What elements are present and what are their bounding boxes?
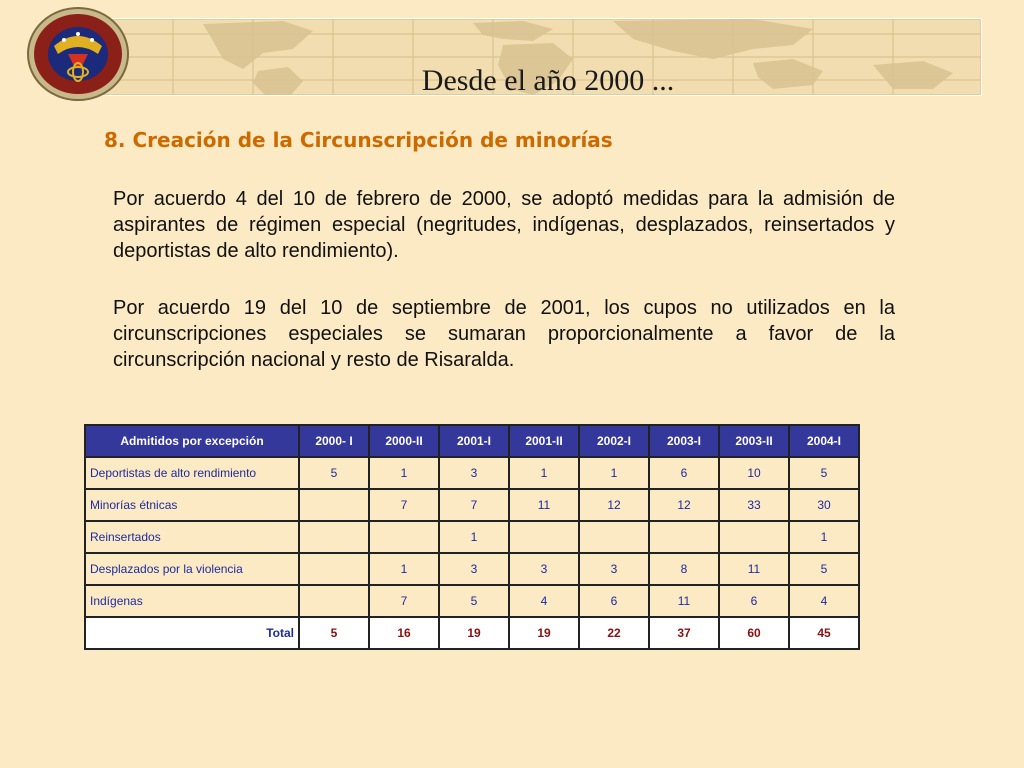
table-cell: 6 (649, 457, 719, 489)
table-cell: 4 (789, 585, 859, 617)
total-label: Total (85, 617, 299, 649)
table-row (85, 553, 859, 585)
table-cell (509, 521, 579, 553)
table-cell: 6 (579, 585, 649, 617)
slide-title: Desde el año 2000 ... (421, 64, 675, 96)
table-cell: 10 (719, 457, 789, 489)
table-row (85, 457, 859, 489)
table-cell (649, 521, 719, 553)
column-header-period: 2002-I (579, 425, 649, 457)
table-total-row (85, 617, 859, 649)
table-row (85, 489, 859, 521)
table-cell: 1 (579, 457, 649, 489)
table-cell: 3 (439, 553, 509, 585)
admissions-table (84, 424, 860, 650)
table-cell: 1 (369, 457, 439, 489)
column-header-period: 2000-II (369, 425, 439, 457)
column-header-period: 2001-II (509, 425, 579, 457)
row-label: Indígenas (85, 585, 299, 617)
table-header-row (85, 425, 859, 457)
table-cell (299, 521, 369, 553)
table-row (85, 521, 859, 553)
table-cell (299, 489, 369, 521)
table-cell (719, 521, 789, 553)
title-banner (52, 18, 982, 96)
table-cell: 7 (369, 585, 439, 617)
table-cell: 1 (439, 521, 509, 553)
table-cell: 5 (789, 457, 859, 489)
table-cell: 5 (789, 553, 859, 585)
table-cell (369, 521, 439, 553)
table-cell: 5 (299, 457, 369, 489)
table-cell: 3 (439, 457, 509, 489)
table-cell: 12 (649, 489, 719, 521)
table-cell: 1 (789, 521, 859, 553)
column-header-period: 2000- I (299, 425, 369, 457)
table-cell (579, 521, 649, 553)
total-cell: 37 (649, 617, 719, 649)
table-cell: 7 (439, 489, 509, 521)
row-label: Minorías étnicas (85, 489, 299, 521)
table-cell: 8 (649, 553, 719, 585)
table-row (85, 585, 859, 617)
total-cell: 5 (299, 617, 369, 649)
row-label: Desplazados por la violencia (85, 553, 299, 585)
column-header-period: 2003-II (719, 425, 789, 457)
total-cell: 22 (579, 617, 649, 649)
table-cell: 3 (509, 553, 579, 585)
table-cell: 5 (439, 585, 509, 617)
column-header-category: Admitidos por excepción (85, 425, 299, 457)
table-cell: 11 (719, 553, 789, 585)
total-cell: 16 (369, 617, 439, 649)
table-cell: 11 (509, 489, 579, 521)
column-header-period: 2004-I (789, 425, 859, 457)
university-seal-icon (24, 4, 132, 104)
table-cell: 1 (509, 457, 579, 489)
table-cell (299, 553, 369, 585)
paragraph-acuerdo-4: Por acuerdo 4 del 10 de febrero de 2000, se adoptó medidas para la admisión de aspirantes de régimen especial (negritudes, indígenas, desplazados, reinsertados y deportistas de alto rendimiento). (113, 188, 895, 262)
row-label: Reinsertados (85, 521, 299, 553)
table-cell: 12 (579, 489, 649, 521)
total-cell: 19 (509, 617, 579, 649)
column-header-period: 2003-I (649, 425, 719, 457)
table-cell: 33 (719, 489, 789, 521)
row-label: Deportistas de alto rendimiento (85, 457, 299, 489)
table-cell (299, 585, 369, 617)
table-cell: 6 (719, 585, 789, 617)
table-cell: 30 (789, 489, 859, 521)
column-header-period: 2001-I (439, 425, 509, 457)
total-cell: 19 (439, 617, 509, 649)
table-cell: 3 (579, 553, 649, 585)
total-cell: 45 (789, 617, 859, 649)
total-cell: 60 (719, 617, 789, 649)
paragraph-acuerdo-19: Por acuerdo 19 del 10 de septiembre de 2001, los cupos no utilizados en la circunscripciones especiales se sumaran proporcionalmente a favor de la circunscripción nacional y resto de Risaralda. (113, 297, 895, 371)
table-cell: 4 (509, 585, 579, 617)
table-cell: 7 (369, 489, 439, 521)
section-heading: 8. Creación de la Circunscripción de minorías (104, 128, 613, 152)
table-cell: 11 (649, 585, 719, 617)
table-cell: 1 (369, 553, 439, 585)
